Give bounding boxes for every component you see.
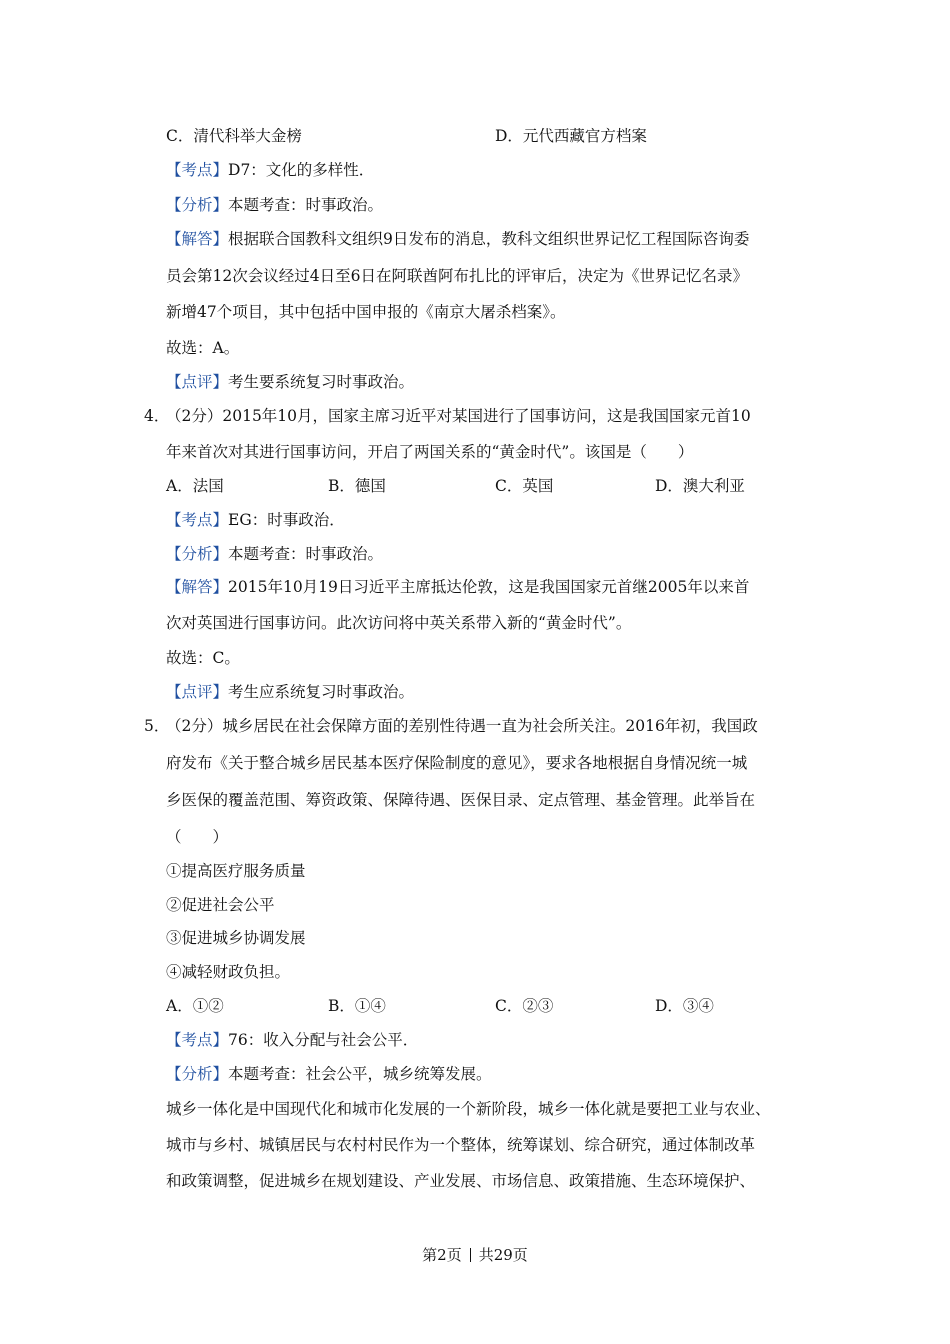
fenxi-tag: 【分析】 bbox=[166, 545, 229, 563]
q4-option-d: D．澳大利亚 bbox=[655, 477, 745, 495]
q4-option-c: C．英国 bbox=[495, 477, 554, 495]
kaodian-tag: 【考点】 bbox=[166, 1031, 229, 1049]
q4-kaodian bbox=[166, 509, 345, 531]
q4-option-b: B．德国 bbox=[328, 477, 386, 495]
fenxi-tag: 【分析】 bbox=[166, 1065, 229, 1083]
q4-answer: 故选：C。 bbox=[166, 649, 240, 667]
q5-paragraph-line-2: 城市与乡村、城镇居民与农村村民作为一个整体，统筹谋划、综合研究，通过体制改革 bbox=[166, 1136, 756, 1154]
fenxi-text: 本题考查：社会公平，城乡统筹发展。 bbox=[228, 1065, 492, 1083]
q5-stem-line-2: 府发布《关于整合城乡居民基本医疗保险制度的意见》，要求各地根据自身情况统一城 bbox=[166, 754, 748, 772]
dianping-text: 考生要系统复习时事政治。 bbox=[228, 373, 415, 391]
q3-option-c: C．清代科举大金榜 bbox=[166, 127, 302, 145]
q5-paragraph-line-1: 城乡一体化是中国现代化和城市化发展的一个新阶段，城乡一体化就是要把工业与农业、 bbox=[166, 1100, 771, 1118]
q3-kaodian bbox=[166, 159, 374, 181]
q3-jieda-line-1 bbox=[166, 228, 749, 250]
q5-number: 5． bbox=[144, 717, 170, 735]
kaodian-text: 76：收入分配与社会公平． bbox=[228, 1031, 419, 1049]
q4-stem-line-1: （2分）2015年10月，国家主席习近平对某国进行了国事访问，这是我国国家元首10 bbox=[166, 407, 751, 425]
q5-stem-line-3: 乡医保的覆盖范围、筹资政策、保障待遇、医保目录、定点管理、基金管理。此举旨在 bbox=[166, 791, 756, 809]
q5-paragraph-line-3: 和政策调整，促进城乡在规划建设、产业发展、市场信息、政策措施、生态环境保护、 bbox=[166, 1172, 756, 1190]
q3-answer: 故选：A。 bbox=[166, 339, 240, 357]
fenxi-tag: 【分析】 bbox=[166, 196, 229, 214]
q3-dianping bbox=[166, 371, 414, 393]
page-footer bbox=[0, 1244, 950, 1266]
q5-option-b: B．①④ bbox=[328, 997, 386, 1015]
page-total: 共29页 bbox=[478, 1246, 528, 1264]
q5-stem-line-1: （2分）城乡居民在社会保障方面的差别性待遇一直为社会所关注。2016年初，我国政 bbox=[166, 717, 758, 735]
q5-stem-line-4: （ ） bbox=[166, 828, 229, 846]
q5-option-c: C．②③ bbox=[495, 997, 554, 1015]
q4-option-a: A．法国 bbox=[166, 477, 224, 495]
jieda-tag: 【解答】 bbox=[166, 578, 229, 596]
q5-item-3: ③促进城乡协调发展 bbox=[166, 929, 306, 947]
q4-stem-line-2: 年来首次对其进行国事访问，开启了两国关系的“黄金时代”。该国是（ ） bbox=[166, 443, 694, 461]
jieda-text: 根据联合国教科文组织9日发布的消息，教科文组织世界记忆工程国际咨询委 bbox=[228, 230, 750, 248]
q4-jieda-line-1 bbox=[166, 576, 749, 598]
fenxi-text: 本题考查：时事政治。 bbox=[228, 196, 384, 214]
kaodian-text: EG：时事政治． bbox=[228, 511, 345, 529]
kaodian-tag: 【考点】 bbox=[166, 161, 229, 179]
dianping-tag: 【点评】 bbox=[166, 373, 229, 391]
jieda-tag: 【解答】 bbox=[166, 230, 229, 248]
q5-item-4: ④减轻财政负担。 bbox=[166, 963, 291, 981]
q3-jieda-line-3: 新增47个项目，其中包括中国申报的《南京大屠杀档案》。 bbox=[166, 303, 566, 321]
kaodian-text: D7：文化的多样性． bbox=[228, 161, 375, 179]
q5-kaodian bbox=[166, 1029, 418, 1051]
page-number: 第2页 bbox=[422, 1246, 462, 1264]
kaodian-tag: 【考点】 bbox=[166, 511, 229, 529]
q4-number: 4． bbox=[144, 407, 170, 425]
q5-item-1: ①提高医疗服务质量 bbox=[166, 862, 306, 880]
q5-option-d: D．③④ bbox=[655, 997, 714, 1015]
q3-option-d: D．元代西藏官方档案 bbox=[495, 127, 647, 145]
q5-fenxi bbox=[166, 1063, 492, 1085]
jieda-text: 2015年10月19日习近平主席抵达伦敦，这是我国国家元首继2005年以来首 bbox=[228, 578, 750, 596]
q5-item-2: ②促进社会公平 bbox=[166, 896, 275, 914]
q3-jieda-line-2: 员会第12次会议经过4日至6日在阿联酋阿布扎比的评审后，决定为《世界记忆名录》 bbox=[166, 267, 748, 285]
q4-dianping bbox=[166, 681, 414, 703]
q4-fenxi bbox=[166, 543, 383, 565]
q4-jieda-line-2: 次对英国进行国事访问。此次访问将中英关系带入新的“黄金时代”。 bbox=[166, 614, 632, 632]
footer-divider bbox=[470, 1248, 471, 1262]
q3-fenxi bbox=[166, 194, 383, 216]
fenxi-text: 本题考查：时事政治。 bbox=[228, 545, 384, 563]
dianping-text: 考生应系统复习时事政治。 bbox=[228, 683, 415, 701]
q5-option-a: A．①② bbox=[166, 997, 224, 1015]
dianping-tag: 【点评】 bbox=[166, 683, 229, 701]
